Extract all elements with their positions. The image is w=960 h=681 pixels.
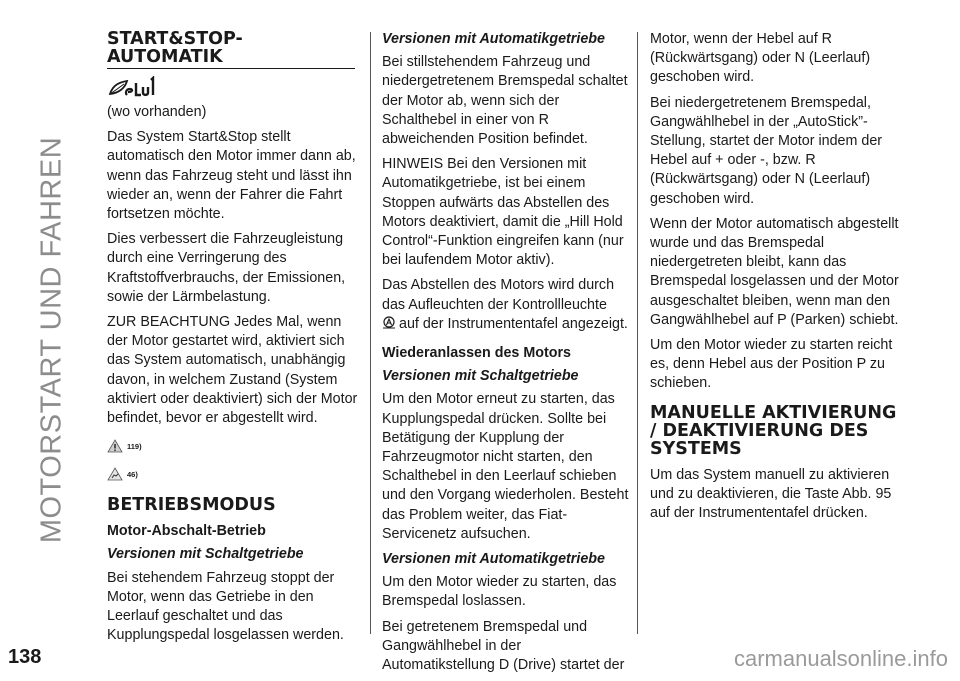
paragraph: Um das System manuell zu aktivieren und zu deaktivieren, die Taste Abb. 95 auf der Instrumententafel drücken. — [650, 466, 892, 522]
column-divider — [637, 32, 638, 634]
paragraph: Um den Motor erneut zu starten, das Kupplungspedal drücken. Sollte bei Betätigung der Kupplung der Fahrzeugmotor nicht starten, den Schalthebel in den Leerlauf schieben und den Vorgang wiederholen. Besteht das Problem weiter, das Fiat-Servicenetz aufsuchen. — [382, 391, 629, 542]
paragraph: ZUR BEACHTUNG Jedes Mal, wenn der Motor gestartet wird, aktiviert sich das System automatisch, unabhängig davon, in welchem Zustand (System aktiviert oder deaktiviert) sich der Motor befindet, bevor er abgestellt wird. — [107, 314, 358, 427]
warning-triangle-icon — [107, 439, 123, 453]
subheading: Versionen mit Schaltgetriebe — [107, 546, 304, 563]
paragraph-text: Das Abstellen des Motors wird durch das Aufleuchten der Kontrollleuchte — [382, 277, 615, 313]
paragraph: Bei stillstehendem Fahrzeug und niedergetretenem Bremspedal schaltet der Motor ab, wenn sich der Schalthebel in einer von R abweichenden Position befindet. — [382, 54, 628, 148]
paragraph-text: auf der Instrumententafel angezeigt. — [399, 315, 628, 332]
paragraph: Bei stehendem Fahrzeug stoppt der Motor, wenn das Getriebe in den Leerlauf geschaltet und das Kupplungspedal losgelassen werden. — [107, 569, 344, 644]
paragraph: Motor, wenn der Hebel auf R (Rückwärtsgang) oder N (Leerlauf) geschoben wird. — [650, 31, 871, 86]
eco-leaf-logo-icon — [107, 75, 359, 101]
caution-ref-number: 46) — [127, 469, 138, 479]
section-heading-betriebsmodus: BETRIEBSMODUS — [107, 495, 276, 516]
warning-ref-number: 119) — [127, 441, 142, 451]
caution-reference — [107, 464, 359, 484]
paragraph: Wenn der Motor automatisch abgestellt wurde und das Bremspedal niedergetreten bleibt, kann das Bremspedal losgelassen und der Motor ausgeschaltet bleiben, wenn man den Gangwählhebel auf P (Parken) schiebt. — [650, 215, 899, 328]
availability-note: (wo vorhanden) — [107, 104, 207, 120]
section-heading-manuelle-aktivierung: MANUELLE AKTIVIERUNG / DEAKTIVIERUNG DES SYSTEMS — [650, 402, 897, 459]
paragraph: Dies verbessert die Fahrzeugleistung durch eine Verringerung des Kraftstoffverbrauchs, der Emissionen, sowie der Lärmbelastung. — [107, 231, 346, 305]
caution-hand-icon — [107, 467, 123, 481]
column-3 — [650, 30, 902, 529]
paragraph — [382, 276, 634, 334]
paragraph: Bei niedergetretenem Bremspedal, Gangwählhebel in der „AutoStick”-Stellung, startet der Motor indem der Hebel auf + oder -, bzw. R (Rückwärtsgang) oder N (Leerlauf) geschoben wird. — [650, 94, 883, 207]
subheading: Versionen mit Automatikgetriebe — [382, 551, 605, 568]
autostop-indicator-icon — [382, 316, 396, 329]
page-number: 138 — [8, 646, 42, 668]
section-heading-start-stop: START&STOP- AUTOMATIK — [107, 30, 355, 69]
column-divider — [370, 32, 371, 634]
watermark: carmanualsonline.info — [733, 646, 948, 671]
subheading: Versionen mit Automatikgetriebe — [382, 31, 605, 47]
paragraph: Um den Motor wieder zu starten reicht es, denn Hebel aus der Position P zu schieben. — [650, 337, 893, 392]
subheading: Motor-Abschalt-Betrieb — [107, 523, 266, 540]
chapter-side-title: MOTORSTART UND FAHREN — [35, 136, 68, 544]
warning-reference — [107, 436, 359, 456]
column-2 — [382, 30, 634, 681]
subheading: Versionen mit Schaltgetriebe — [382, 368, 579, 385]
paragraph: Um den Motor wieder zu starten, das Bremspedal loslassen. — [382, 574, 617, 610]
paragraph: Das System Start&Stop stellt automatisch den Motor immer dann ab, wenn das Fahrzeug steht und lässt ihn wieder an, wenn der Fahrer die Fahrt fortsetzen möchte. — [107, 129, 356, 223]
column-1 — [107, 30, 359, 651]
paragraph: HINWEIS Bei den Versionen mit Automatikgetriebe, ist bei einem Stoppen aufwärts das Abstellen des Motors deaktiviert, damit die „Hill Hold Control“-Funktion eingreifen kann (nur bei laufendem Motor aktiv). — [382, 156, 624, 269]
paragraph: Bei getretenem Bremspedal und Gangwählhebel in der Automatikstellung D (Drive) startet der — [382, 618, 625, 674]
subheading: Wiederanlassen des Motors — [382, 345, 571, 362]
